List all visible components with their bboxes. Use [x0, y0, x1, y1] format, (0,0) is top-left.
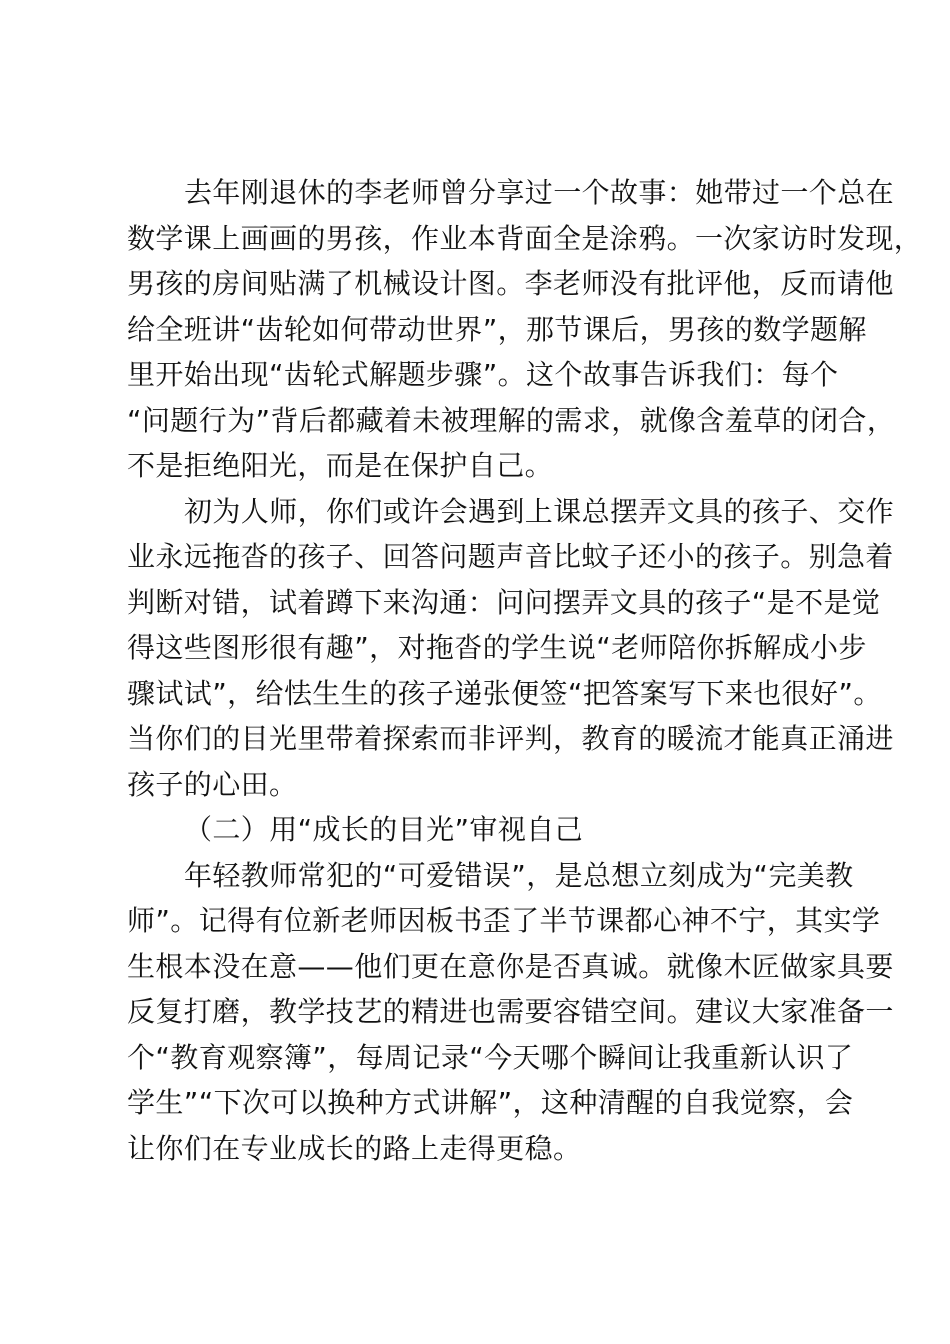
text-line: 孩子的心田。 — [127, 767, 298, 801]
text-line: 业永远拖沓的孩子、回答问题声音比蚊子还小的孩子。别急着 — [127, 540, 894, 573]
text-line: 男孩的房间贴满了机械设计图。李老师没有批评他，反而请他 — [127, 267, 894, 300]
text-line: 让你们在专业成长的路上走得更稳。 — [127, 1131, 582, 1165]
text-line: 里开始出现“齿轮式解题步骤”。这个故事告诉我们：每个 — [127, 358, 839, 391]
text-line: 当你们的目光里带着探索而非评判，教育的暖流才能真正涌进 — [127, 722, 894, 755]
text-line: 去年刚退休的李老师曾分享过一个故事：她带过一个总在 — [184, 176, 895, 209]
document-body — [127, 170, 923, 1171]
heading-line: （二）用“成长的目光”审视自己 — [184, 813, 584, 846]
text-line: 初为人师，你们或许会遇到上课总摆弄文具的孩子、交作 — [184, 494, 895, 528]
text-line: 师”。记得有位新老师因板书歪了半节课都心神不宁，其实学 — [127, 904, 881, 937]
text-line: 数学课上画画的男孩，作业本背面全是涂鸦。一次家访时发现， — [127, 221, 923, 255]
text-line: 判断对错，试着蹲下来沟通：问问摆弄文具的孩子“是不是觉 — [127, 585, 881, 619]
paragraph-self-reflection — [127, 853, 894, 1172]
paragraph-new-teachers — [127, 489, 895, 808]
text-line: 得这些图形很有趣”，对拖沓的学生说“老师陪你拆解成小步 — [127, 631, 867, 664]
text-line: 不是拒绝阳光，而是在保护自己。 — [127, 449, 554, 482]
text-line: 年轻教师常犯的“可爱错误”，是总想立刻成为“完美教 — [184, 858, 854, 892]
text-line: 生根本没在意——他们更在意你是否真诚。就像木匠做家具要 — [127, 949, 894, 983]
paragraph-li-teacher-story — [127, 170, 923, 489]
text-line: 反复打磨，教学技艺的精进也需要容错空间。建议大家准备一 — [127, 995, 894, 1028]
text-line: 给全班讲“齿轮如何带动世界”，那节课后，男孩的数学题解 — [127, 312, 867, 346]
text-line: 骤试试”，给怯生生的孩子递张便签“把答案写下来也很好”。 — [127, 676, 882, 710]
text-line: 学生”“下次可以换种方式讲解”，这种清醒的自我觉察，会 — [127, 1086, 854, 1119]
text-line: 个“教育观察簿”，每周记录“今天哪个瞬间让我重新认识了 — [127, 1040, 854, 1074]
text-line: “问题行为”背后都藏着未被理解的需求，就像含羞草的闭合， — [127, 403, 896, 437]
section-heading — [127, 807, 857, 853]
